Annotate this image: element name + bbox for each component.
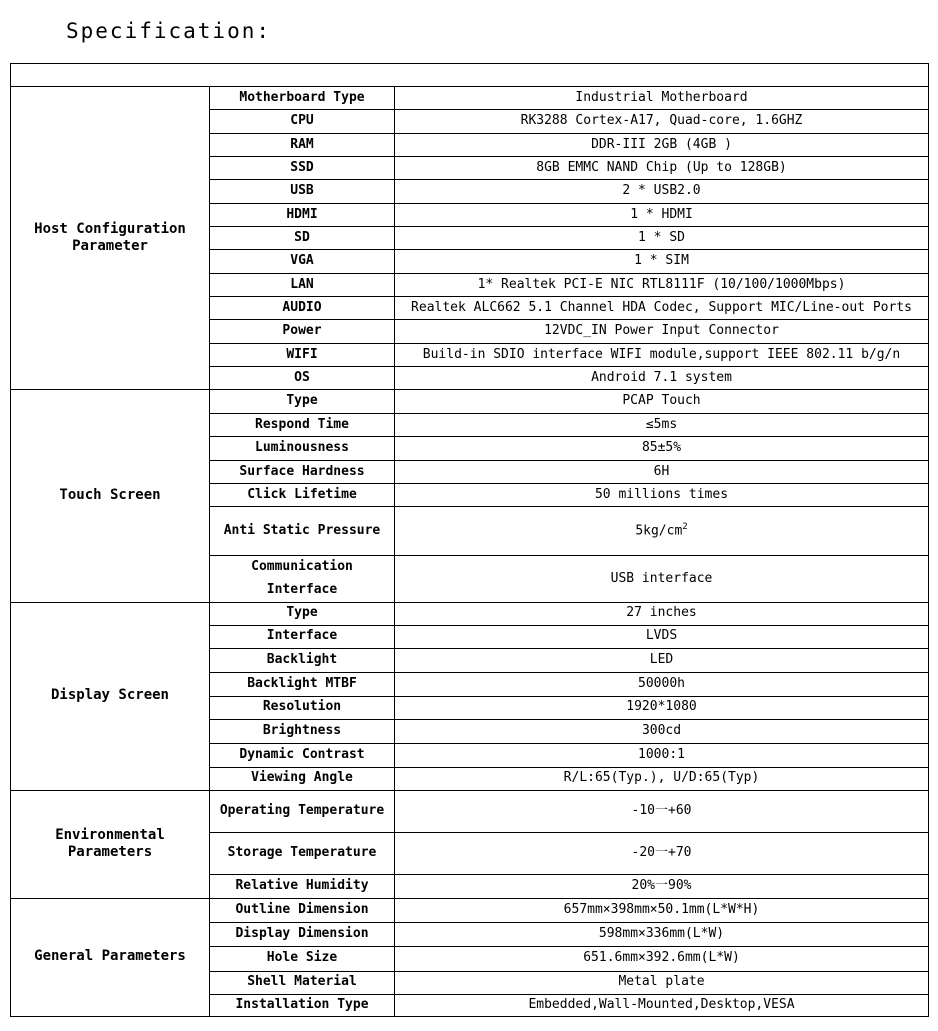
spec-label: Storage Temperature: [210, 832, 395, 874]
spec-value: Android 7.1 system: [395, 367, 929, 390]
spec-label: Communication Interface: [210, 556, 395, 603]
spec-value: 20%一90%: [395, 874, 929, 898]
spec-label: Surface Hardness: [210, 461, 395, 484]
spec-value: 1 * SD: [395, 227, 929, 250]
spec-label: Dynamic Contrast: [210, 743, 395, 767]
spec-value: 598mm×336mm(L*W): [395, 922, 929, 946]
spec-value: 50 millions times: [395, 484, 929, 507]
spec-label: RAM: [210, 134, 395, 157]
spec-label: Backlight: [210, 648, 395, 672]
spec-value: RK3288 Cortex-A17, Quad-core, 1.6GHZ: [395, 110, 929, 134]
page-title: Specification:: [66, 19, 272, 43]
spec-value: 12VDC_IN Power Input Connector: [395, 320, 929, 344]
spec-label: USB: [210, 180, 395, 204]
spec-label: Installation Type: [210, 994, 395, 1016]
table-header-row: [11, 64, 929, 87]
spec-value: ≤5ms: [395, 414, 929, 437]
spec-label: Outline Dimension: [210, 898, 395, 922]
spec-label: Relative Humidity: [210, 874, 395, 898]
spec-value: Industrial Motherboard: [395, 87, 929, 110]
spec-value: USB interface: [395, 556, 929, 603]
spec-label: Viewing Angle: [210, 767, 395, 790]
spec-value: 6H: [395, 461, 929, 484]
spec-value: 1000:1: [395, 743, 929, 767]
spec-label: Power: [210, 320, 395, 344]
spec-value: 1* Realtek PCI-E NIC RTL8111F (10/100/1000Mbps): [395, 274, 929, 297]
spec-label: LAN: [210, 274, 395, 297]
spec-value: 27 inches: [395, 602, 929, 625]
table-row: [11, 390, 929, 414]
spec-label: Click Lifetime: [210, 484, 395, 507]
spec-value: LED: [395, 648, 929, 672]
spec-value: 300cd: [395, 719, 929, 743]
spec-value: Realtek ALC662 5.1 Channel HDA Codec, Support MIC/Line-out Ports: [395, 297, 929, 320]
spec-label: Backlight MTBF: [210, 672, 395, 696]
table-row: [11, 602, 929, 625]
spec-label: SD: [210, 227, 395, 250]
superscript: 2: [682, 522, 688, 533]
spec-value: 651.6mm×392.6mm(L*W): [395, 946, 929, 971]
spec-label: CPU: [210, 110, 395, 134]
spec-label: OS: [210, 367, 395, 390]
spec-label: Respond Time: [210, 414, 395, 437]
spec-label: Operating Temperature: [210, 790, 395, 832]
spec-value: DDR-III 2GB (4GB ): [395, 134, 929, 157]
spec-value: Metal plate: [395, 971, 929, 994]
spec-label: Shell Material: [210, 971, 395, 994]
spec-value-text: 5kg/cm: [635, 523, 683, 539]
spec-value: -20一+70: [395, 832, 929, 874]
spec-value: 657mm×398mm×50.1mm(L*W*H): [395, 898, 929, 922]
spec-value: PCAP Touch: [395, 390, 929, 414]
group-label-host: Host Configuration Parameter: [11, 87, 210, 390]
spec-label: AUDIO: [210, 297, 395, 320]
spec-label: WIFI: [210, 344, 395, 367]
group-label-touch-screen: Touch Screen: [11, 390, 210, 603]
spec-label: Hole Size: [210, 946, 395, 971]
spec-label: Interface: [210, 625, 395, 648]
table-row: [11, 790, 929, 832]
spec-label: Resolution: [210, 696, 395, 719]
table-row: [11, 87, 929, 110]
spec-value: Build-in SDIO interface WIFI module,support IEEE 802.11 b/g/n: [395, 344, 929, 367]
spec-value: 1920*1080: [395, 696, 929, 719]
group-label-general: General Parameters: [11, 898, 210, 1016]
spec-label: Brightness: [210, 719, 395, 743]
spec-value: LVDS: [395, 625, 929, 648]
spec-value: 50000h: [395, 672, 929, 696]
table-header-cell: [11, 64, 929, 87]
spec-value: 2 * USB2.0: [395, 180, 929, 204]
spec-label: Motherboard Type: [210, 87, 395, 110]
spec-value: [395, 507, 929, 556]
group-label-environmental: Environmental Parameters: [11, 790, 210, 898]
spec-value: 1 * SIM: [395, 250, 929, 274]
spec-value: 8GB EMMC NAND Chip (Up to 128GB): [395, 157, 929, 180]
spec-label: Anti Static Pressure: [210, 507, 395, 556]
spec-label: Type: [210, 602, 395, 625]
spec-label: VGA: [210, 250, 395, 274]
specification-table: [10, 63, 929, 1017]
spec-label: HDMI: [210, 204, 395, 227]
spec-value: 1 * HDMI: [395, 204, 929, 227]
spec-value: 85±5%: [395, 437, 929, 461]
table-row: [11, 898, 929, 922]
spec-value: Embedded,Wall-Mounted,Desktop,VESA: [395, 994, 929, 1016]
spec-value: -10一+60: [395, 790, 929, 832]
group-label-display-screen: Display Screen: [11, 602, 210, 790]
spec-label: Display Dimension: [210, 922, 395, 946]
spec-label: SSD: [210, 157, 395, 180]
spec-value: R/L:65(Typ.), U/D:65(Typ): [395, 767, 929, 790]
spec-label: Luminousness: [210, 437, 395, 461]
spec-label: Type: [210, 390, 395, 414]
